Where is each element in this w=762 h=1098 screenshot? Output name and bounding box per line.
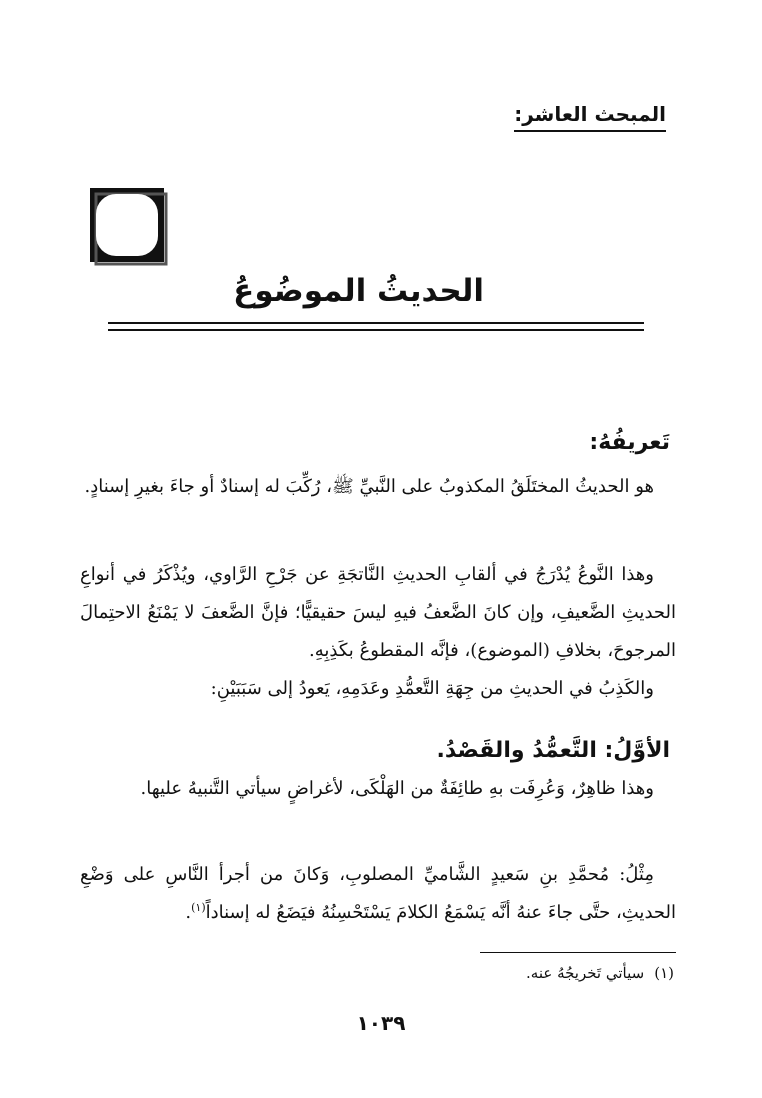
definition-heading: تَعريفُهُ: <box>589 430 670 455</box>
footnote-reference[interactable]: (١) <box>191 901 206 914</box>
first-cause-heading: الأوَّلُ: التَّعمُّدُ والقَصْدُ. <box>436 738 670 763</box>
page-title: الحديثُ الموضُوعُ <box>233 273 484 309</box>
classification-paragraph: وهذا النَّوعُ يُدْرَجُ في ألقابِ الحديثِ النَّاتجَةِ عن جَرْحِ الرَّاوي، ويُذْكَرُ في أنواعِ الحديثِ الضَّعيفِ، وإن كانَ الضَّعفُ فيهِ ليسَ حقيقيًّا؛ فإنَّ الضَّعفَ لا يَمْنَعُ الاحتِمالَ المرجوحَ، بخلافِ (الموضوع)، فإنَّه المقطوعُ بكَذِبِهِ. <box>80 564 676 661</box>
causes-intro-paragraph: والكَذِبُ في الحديثِ من جِهَةِ التَّعمُّدِ وعَدَمِهِ، يَعودُ إلى سَبَبَيْنِ: <box>210 678 654 699</box>
title-divider-bottom <box>108 329 644 331</box>
page-number: ١٠٣٩ <box>356 1011 406 1035</box>
title-divider-top <box>108 322 644 324</box>
footnote-text: سيأتي تَخريجُهُ عنه. <box>526 964 645 982</box>
footnote <box>526 961 674 985</box>
example-text: مِثْلُ: مُحمَّدِ بنِ سَعيدٍ الشَّاميِّ المصلوبِ، وَكانَ من أجرأ النَّاسِ على وَضْعِ الحديثِ، حتَّى جاءَ عنهُ أنَّه يَسْمَعُ الكلامَ يَسْتَحْسِنُهُ فيَضَعُ له إسناداً <box>80 864 676 923</box>
first-cause-paragraph: وهذا ظاهِرٌ، وَعُرِفَت بهِ طائِفَةٌ من الهَلْكَى، لأغراضٍ سيأتي التَّنبيهُ عليها. <box>140 778 654 799</box>
example-paragraph <box>80 856 676 932</box>
rounded-square-ornament-icon <box>88 186 170 268</box>
example-end: . <box>185 902 192 923</box>
section-label: المبحث العاشر: <box>514 100 666 132</box>
definition-paragraph: هو الحديثُ المختَلَقُ المكذوبُ على النَّبيِّ ﷺ، رُكِّبَ له إسنادٌ أو جاءَ بغيرِ إسنادٍ. <box>84 476 654 497</box>
footnote-divider <box>480 952 676 953</box>
footnote-number: (١) <box>654 964 674 982</box>
